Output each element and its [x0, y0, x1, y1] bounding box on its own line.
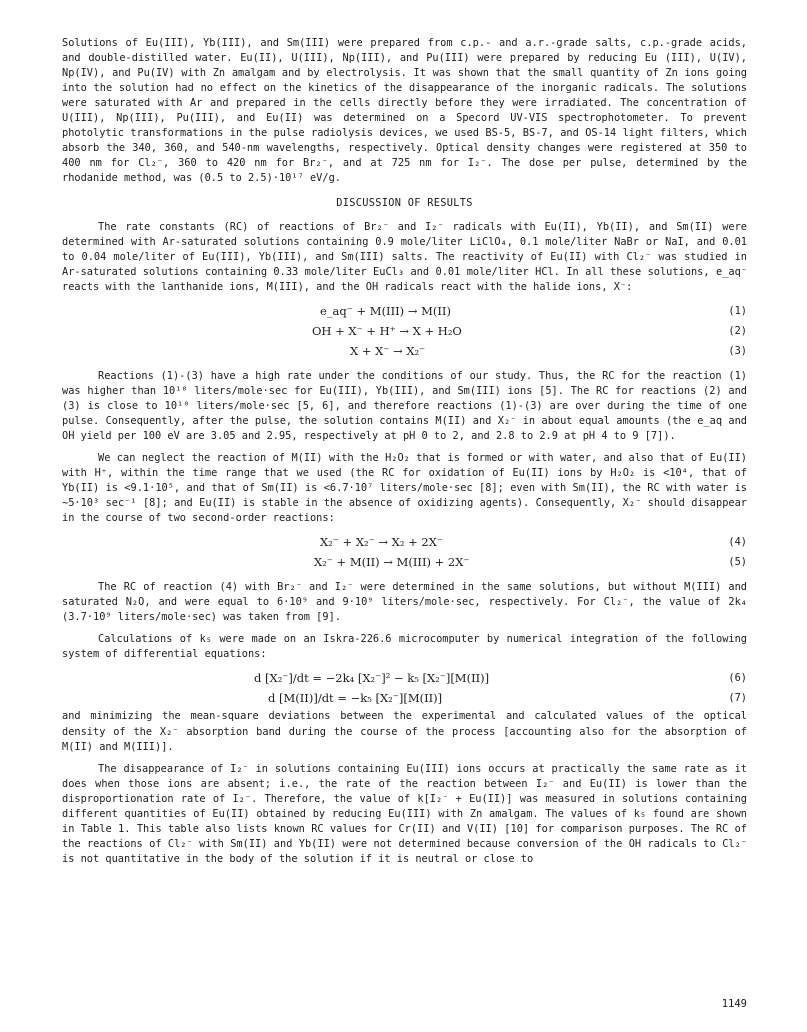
equation-1-number: (1) [728, 304, 747, 317]
equation-4-number: (4) [728, 536, 747, 549]
equation-7-number: (7) [728, 692, 747, 705]
equation-5-number: (5) [728, 556, 747, 569]
equation-6-expression: d [X₂⁻]/dt = −2k₄ [X₂⁻]² − k₅ [X₂⁻][M(II)] [254, 671, 490, 686]
equation-5-expression: X₂⁻ + M(II) → M(III) + 2X⁻ [314, 555, 470, 570]
equation-2-expression: OH + X⁻ + H⁺ → X + H₂O [312, 323, 462, 338]
equation-4-expression: X₂⁻ + X₂⁻ → X₂ + 2X⁻ [320, 535, 443, 550]
equation-6 [62, 669, 747, 689]
equation-1-expression: e_aq⁻ + M(III) → M(II) [320, 303, 451, 318]
equation-7 [62, 689, 747, 709]
paragraph-minimizing: and minimizing the mean-square deviations between the experimental and calculated values of the optical density of the X₂⁻ absorption band during the course of the process [accounting also for the absorption of M(II) and M(III)]. [62, 710, 747, 753]
equation-3-number: (3) [728, 344, 747, 357]
equation-2 [62, 322, 747, 342]
equation-5 [62, 553, 747, 573]
paper-page [62, 36, 747, 867]
paragraph-neglect: We can neglect the reaction of M(II) with the H₂O₂ that is formed or with water, and also that of Eu(II) with H⁺, within the time range that we used (the RC for oxidation of Eu(II) ions by H₂O₂ is <10⁴, that of Yb(II) is <9.1·10⁵, and that of Sm(II) is <6.7·10⁷ liters/mole·sec [8]; even with Sm(II), the RC with water is ~5·10³ sec⁻¹ [8]; and Eu(II) is stable in the absence of oxidizing agents). Consequently, X₂⁻ should disappear in the course of two second-order reactions: [62, 451, 747, 525]
equation-3-expression: X + X⁻ → X₂⁻ [350, 343, 426, 358]
paragraph-rate-constants: The rate constants (RC) of reactions of Br₂⁻ and I₂⁻ radicals with Eu(II), Yb(II), and Sm(II) were determined with Ar-saturated solutions containing 0.9 mole/liter LiClO₄, 0.1 mole/liter NaBr or NaI, and 0.01 to 0.04 mole/liter of Eu(III), Yb(III), and Sm(III) salts. The reactivity of Eu(II) with Cl₂⁻ was studied in Ar-saturated solutions containing 0.33 mole/liter EuCl₃ and 0.01 mole/liter HCl. In all these solutions, e_aq⁻ reacts with the lanthanide ions, M(III), and the OH radicals react with the halide ions, X⁻: [62, 220, 747, 293]
paragraph-calculations: Calculations of k₅ were made on an Iskra-226.6 microcomputer by numerical integration of the following system of differential equations: [62, 633, 747, 661]
equation-6-number: (6) [728, 672, 747, 685]
paragraph-disappearance: The disappearance of I₂⁻ in solutions containing Eu(III) ions occurs at practically the same rate as it does when those ions are absent; i.e., the rate of the reaction between I₂⁻ and Eu(II) is lower than the disproportionation rate of I₂⁻. Therefore, the value of k[I₂⁻ + Eu(II)] was measured in solutions containing different quantities of Eu(II) obtained by reducing Eu(III) with Zn amalgam. The values of k₅ found are shown in Table 1. This table also lists known RC values for Cr(II) and V(II) [10] for comparison purposes. The RC of the reactions of Cl₂⁻ with Sm(II) and Yb(II) were not determined because conversion of the OH radicals to Cl₂⁻ is not quantitative in the body of the solution if it is neutral or close to [62, 762, 747, 865]
paragraph-methods: Solutions of Eu(III), Yb(III), and Sm(III) were prepared from c.p.- and a.r.-grade salts, c.p.-grade acids, and double-distilled water. Eu(II), U(III), Np(III), and Pu(III) were prepared by reducing Eu (III), U(IV), Np(IV), and Pu(IV) with Zn amalgam and by electrolysis. It was shown that the small quantity of Zn ions going into the solution had no effect on the kinetics of the disappearance of the inorganic radicals. The solutions were saturated with Ar and prepared in the cells directly before they were irradiated. The concentration of U(III), Np(III), Pu(III), and Eu(II) was determined on a Specord UV-VIS spectrophotometer. To prevent photolytic transformations in the pulse radiolysis devices, we used BS-5, BS-7, and OS-14 light filters, which absorb the 340, 360, and 540-nm wavelengths, respectively. Optical density changes were registered at 350 to 400 nm for Cl₂⁻, 360 to 420 nm for Br₂⁻, and at 725 nm for I₂⁻. The dose per pulse, determined by the rhodanide method, was (0.5 to 2.5)·10¹⁷ eV/g. [62, 37, 747, 185]
equation-3 [62, 342, 747, 362]
equation-7-expression: d [M(II)]/dt = −k₅ [X₂⁻][M(II)] [268, 691, 443, 706]
paragraph-reactions-rate: Reactions (1)-(3) have a high rate under the conditions of our study. Thus, the RC for the reaction (1) was higher than 10¹⁰ liters/mole·sec for Eu(III), Yb(III), and Sm(III) ions [5]. The RC for reactions (2) and (3) is close to 10¹⁰ liters/mole·sec [5, 6], and therefore reactions (1)-(3) are over during the time of one pulse. Consequently, after the pulse, the solution contains M(II) and X₂⁻ in about equal amounts (the e_aq and OH yield per 100 eV are 3.05 and 2.95, respectively at pH 0 to 2, and 2.8 to 2.9 at pH 4 to 9 [7]). [62, 369, 747, 442]
paragraph-reaction-4: The RC of reaction (4) with Br₂⁻ and I₂⁻ were determined in the same solutions, but without M(III) and saturated N₂O, and were equal to 6·10⁹ and 9·10⁹ liters/mole·sec, respectively. For Cl₂⁻, the value of 2k₄ (3.7·10⁹ liters/mole·sec) was taken from [9]. [62, 581, 747, 624]
page-number: 1149 [721, 998, 747, 1010]
section-heading: DISCUSSION OF RESULTS [336, 197, 473, 210]
equation-4 [62, 533, 747, 553]
equation-2-number: (2) [728, 324, 747, 337]
equation-1 [62, 302, 747, 322]
